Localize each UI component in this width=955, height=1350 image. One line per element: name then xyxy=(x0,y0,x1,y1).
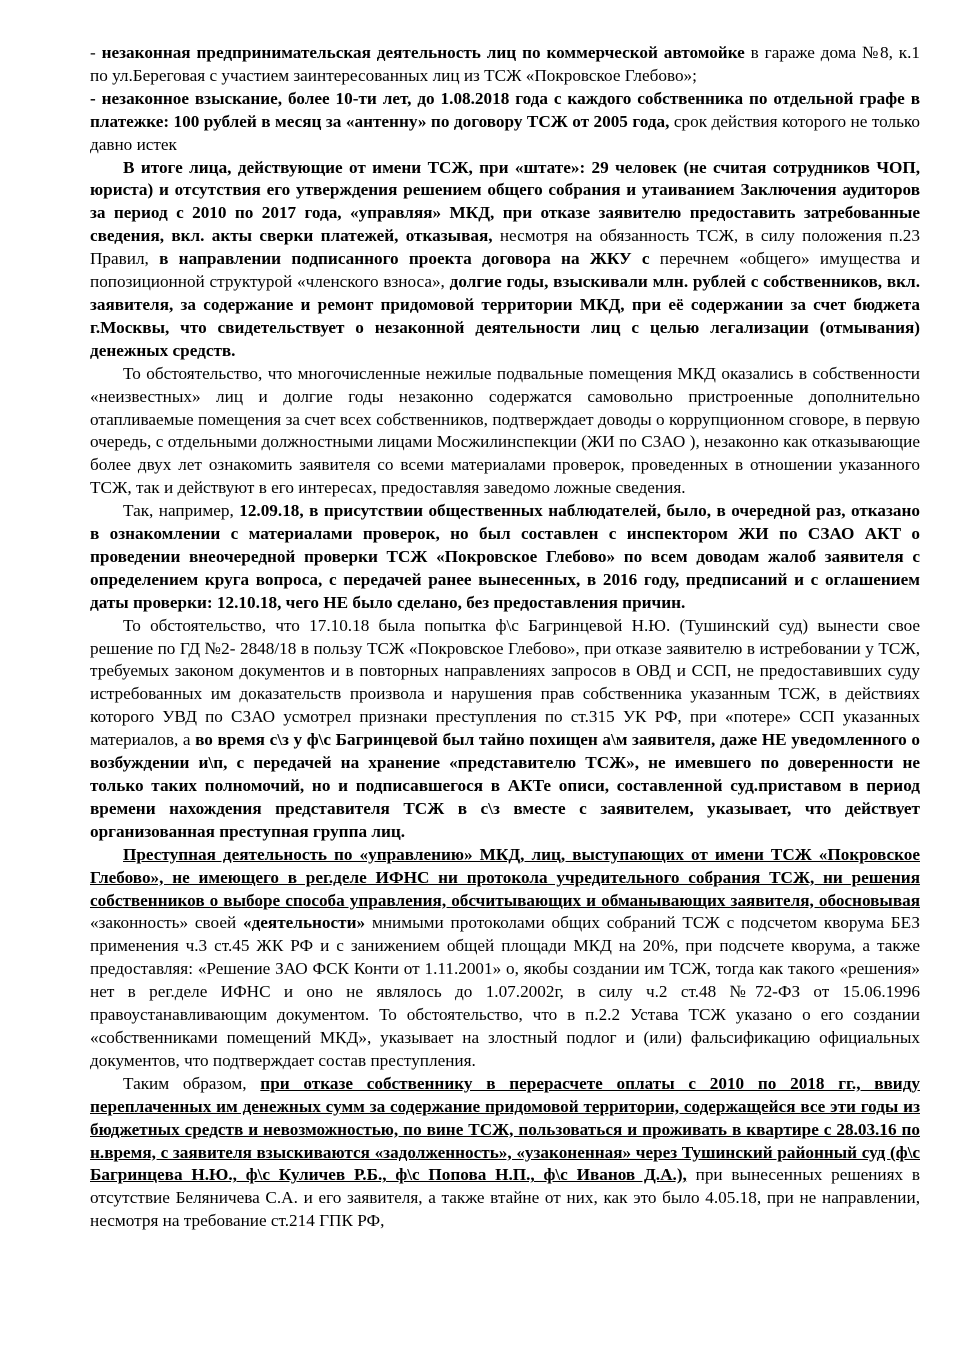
paragraph-conclusion xyxy=(90,1073,920,1233)
bullet-item-car-wash xyxy=(90,42,920,88)
paragraph-text: несмотря на обязанность ТСЖ, в силу положения п.23 Правил, xyxy=(90,226,920,269)
paragraph-bold-text: В итоге лица, действующие от имени ТСЖ, при «штате»: 29 человек (не считая сотрудников ЧОП, юриста) и отсутствия его утверждения решением общего собрания и утаиванием Заключения аудиторов за период с 2010 по 2017 года, «управляя» МКД, при отказе заявителю предоставить затребованные сведения, вкл. акты сверки платежей, отказывая, xyxy=(90,157,920,246)
bullet-text: в гараже дома №8, к.1 по ул.Береговая с участием заинтересованных лиц из ТСЖ «Покровское Глебово»; xyxy=(90,43,920,85)
paragraph-inspection-example xyxy=(90,500,920,615)
paragraph-bold-text: 12.09.18, в присутствии общественных наблюдателей, было, в очередной раз, отказано в ознакомлении с материалами проверок, но был составлен с инспектором ЖИ по СЗАО АКТ о проведении внеочередной проверки ТСЖ «Покровское Глебово» по всем доводам жалоб заявителя с определением круга вопроса, с передачей ранее вынесенных, в 2016 году, предписаний и с оглашением даты проверки: 12.10.18, чего НЕ было сделано, без предоставления причин. xyxy=(90,501,920,612)
bullet-dash: - xyxy=(90,43,102,62)
bullet-dash: - xyxy=(90,88,102,108)
paragraph-bold-text: в направлении подписанного проекта договора на ЖКУ с xyxy=(159,249,650,269)
paragraph-text: Таким образом, xyxy=(123,1073,261,1093)
paragraph-text: Так, например, xyxy=(123,501,240,521)
paragraph-text: при вынесенных решениях в отсутствие Беляничева С.А. и его заявителя, а также втайне от них, как это было 4.05.18, при не направлении, несмотря на требование ст.214 ГПК РФ, xyxy=(90,1165,921,1231)
paragraph-court-case xyxy=(90,615,920,844)
paragraph-bold-text: долгие годы, взыскивали млн. рублей с собственников, вкл. заявителя, за содержание и ремонт придомовой территории МКД, при её содержании за счет бюджета г.Москвы, что свидетельствует о незаконной деятельности лиц с целью легализации (отмывания) денежных средств. xyxy=(90,272,920,360)
paragraph-bold-text: «деятельности» xyxy=(243,913,366,933)
paragraph-summary xyxy=(90,157,920,363)
paragraph-bold-underlined-text: при отказе собственнику в перерасчете оплаты с 2010 по 2018 гг., ввиду переплаченных им денежных сумм за содержание придомовой территории, содержащейся все эти годы из бюджетных средств и невозможностью, по вине ТСЖ, пользоваться и проживать в квартире с 28.03.16 по н.время, с заявителя взыскиваются «задолженность», «узаконенная» через Тушинский районный суд (ф\с Багринцева Н.Ю., ф\с Куличев Р.Б., ф\с Попова Н.П., ф\с Иванов Д.А.), xyxy=(90,1073,920,1185)
paragraph-text: мнимыми протоколами общих собраний ТСЖ с подсчетом кворума БЕЗ применения ч.3 ст.45 ЖК РФ и с занижением общей площади МКД на 20%, при подсчете кворума, а также предоставляя: «Решение ЗАО ФСК Конти от 1.11.2001» о, якобы создании им ТСЖ, тогда как такого «решения» нет в рег.деле ИФНС и оно не являлось до 1.07.2002г, в силу ч.2 ст.48 №72-ФЗ от 15.06.1996 правоустанавливающим документом. То обстоятельство, что в п.2.2 Устава ТСЖ указано о его создании «собственниками помещений МКД», указывает на злостный подлог и (или) фальсификацию официальных документов, что подтверждает состав преступления. xyxy=(90,913,920,1070)
bullet-bold-text: незаконная предпринимательская деятельность лиц по коммерческой автомойке xyxy=(101,43,745,62)
paragraph-bold-text: во время с\з у ф\с Багринцевой был тайно похищен а\м заявителя, даже НЕ уведомленного о возбуждении и\п, с передачей на хранение «представителю ТСЖ», не имевшего по доверенности не только таких полномочий, но и подписавшегося в АКТе описи, составленной суд.приставом в период времени нахождения представителя ТСЖ в с\з вместе с заявителем, указывает, что действует организованная преступная группа лиц. xyxy=(90,730,920,841)
paragraph-text: перечнем «общего» имущества и попозиционной структурой «членского взноса», xyxy=(90,249,921,292)
bullet-item-antenna-fee xyxy=(90,88,920,157)
paragraph-text: То обстоятельство, что 17.10.18 была попытка ф\с Багринцевой Н.Ю. (Тушинский суд) вынести свое решение по ГД №2- 2848/18 в пользу ТСЖ «Покровское Глебово», при отказе заявителю в истребовании у ТСЖ, требуемых законом документов и в повторных направлениях запросов в ОВД и ССП, не предоставивших суду истребованных им доказательств произвола и нарушения прав собственника указанным ТСЖ, в действиях которого УВД по СЗАО усмотрел признаки преступления по ст.315 УК РФ, при «потере» ССП указанных материалов, а xyxy=(90,615,920,750)
paragraph-criminal-activity xyxy=(90,844,920,1073)
bullet-bold-text: незаконное взыскание, более 10-ти лет, до 1.08.2018 года с каждого собственника по отдельной графе в платежке: 100 рублей в месяц за «антенну» по договору ТСЖ от 2005 года, xyxy=(90,88,920,131)
bullet-text: срок действия которого не только давно истек xyxy=(90,111,920,154)
paragraph-bold-underlined-text: Преступная деятельность по «управлению» МКД, лиц, выступающих от имени ТСЖ «Покровское Глебово», не имеющего в рег.деле ИФНС ни протокола учредительного собрания ТСЖ, ни решения собственников о выборе способа управления, обсчитывающих и обманывающих заявителя, обосновывая xyxy=(90,844,920,910)
paragraph-text: «законность» своей xyxy=(90,913,244,933)
document-page xyxy=(90,42,920,1233)
paragraph-basement-premises: То обстоятельство, что многочисленные нежилые подвальные помещения МКД оказались в собственности «неизвестных» лиц и долгие годы незаконно содержатся самовольно пристроенные дополнительно отапливаемые помещения за счет всех собственников, подтверждает доводы о коррупционном сговоре, в первую очередь, с отдельными должностными лицами Мосжилинспекции (ЖИ по СЗАО ), незаконно как отказывающие более двух лет ознакомить заявителя со всеми материалами проверок, проведенных в отношении указанного ТСЖ, так и действуют в его интересах, предоставляя заведомо ложные сведения. xyxy=(90,363,920,498)
